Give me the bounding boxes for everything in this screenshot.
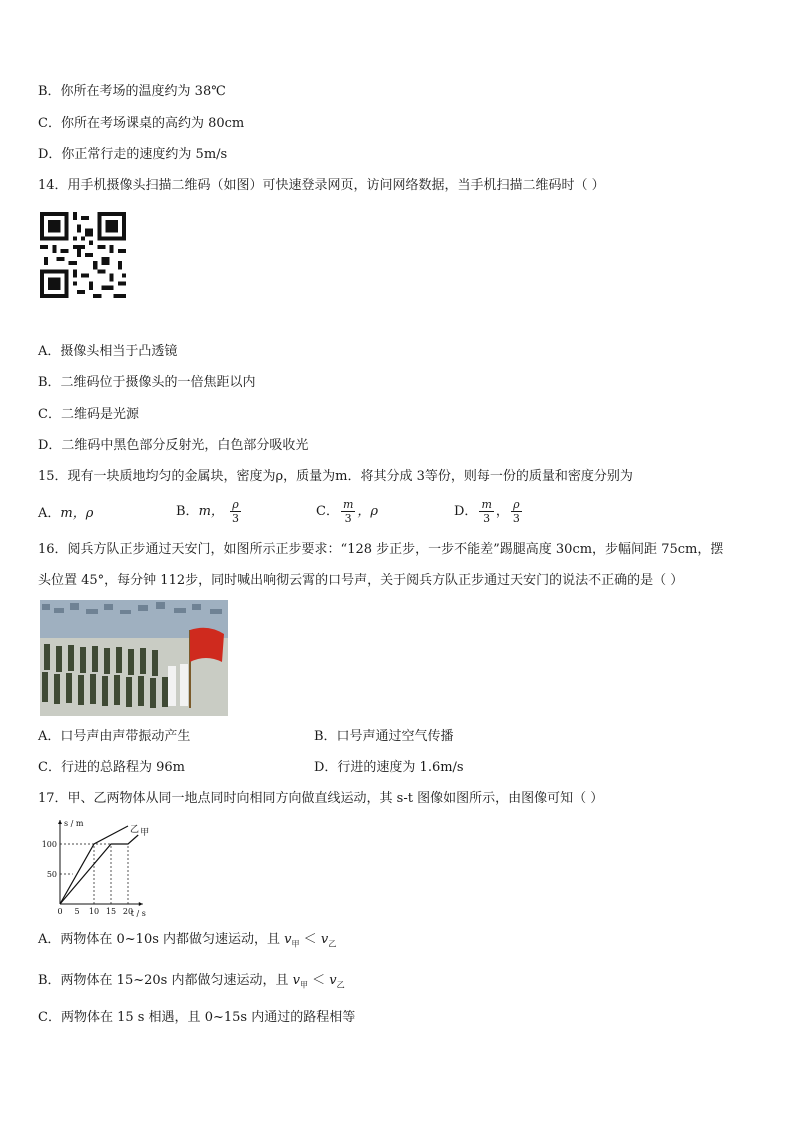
- q14-stem: 14．用手机摄像头扫描二维码（如图）可快速登录网页，访问网络数据，当手机扫描二维码时（ ）: [38, 178, 605, 193]
- q17-stem: 17．甲、乙两物体从同一地点同时向相同方向做直线运动，其 s-t 图像如图所示，由图像可知（ ）: [38, 791, 604, 806]
- x-tick-label: 10: [88, 907, 100, 916]
- fraction-numerator: m: [342, 498, 354, 511]
- y-axis-arrow: [58, 820, 62, 824]
- x-axis-arrow: [139, 902, 143, 906]
- q15-option-a-label: A．: [38, 506, 61, 521]
- q13-option-c: C．你所在考场课桌的高约为 80cm: [38, 116, 245, 131]
- q17-option-b-text: B．两物体在 15~20s 内都做匀速运动，且: [38, 973, 289, 988]
- q17-option-b: [38, 973, 345, 994]
- velocity-symbol: v: [320, 932, 329, 947]
- q15-option-d-fraction-1: [479, 498, 493, 525]
- q16-option-b: B．口号声通过空气传播: [314, 729, 454, 744]
- fraction-denominator: 3: [512, 512, 520, 525]
- q15-option-c: [316, 498, 378, 525]
- parade-photo: [40, 600, 228, 716]
- q15-stem: 15．现有一块质地均匀的金属块，密度为ρ，质量为m．将其分成 3等份，则每一份的质量和密度分别为: [38, 469, 633, 484]
- less-than-sign: ＜: [312, 973, 326, 988]
- st-graph-chart: [38, 816, 164, 918]
- q15-option-b-label: B．: [176, 504, 199, 519]
- q17-option-a: [38, 932, 336, 953]
- y-tick-label: 100: [41, 840, 57, 849]
- fraction-denominator: 3: [232, 512, 240, 525]
- q15-option-d-label: D．: [454, 504, 478, 519]
- fraction-denominator: 3: [483, 512, 491, 525]
- less-than-sign: ＜: [303, 932, 317, 947]
- q14-option-a: A．摄像头相当于凸透镜: [38, 344, 178, 359]
- fraction-numerator: ρ: [230, 498, 241, 512]
- series-label-jia: 甲: [140, 828, 150, 838]
- q16-option-c: C．行进的总路程为 96m: [38, 760, 185, 775]
- fraction-numerator: ρ: [511, 498, 522, 512]
- q15-option-b: [176, 498, 243, 525]
- q14-option-c: C．二维码是光源: [38, 407, 139, 422]
- subscript-yi: 乙: [328, 939, 337, 949]
- q15-option-b-pre: m，: [198, 504, 224, 519]
- y-axis-label: s / m: [64, 819, 84, 828]
- x-axis-label: t / s: [130, 909, 146, 918]
- q17-option-a-text: A．两物体在 0~10s 内都做匀速运动，且: [38, 932, 281, 947]
- x-tick-label: 15: [105, 907, 117, 916]
- qr-code-image: [40, 212, 126, 298]
- series-label-yi: 乙: [130, 825, 140, 835]
- velocity-symbol: v: [329, 973, 337, 988]
- q15-option-a: [38, 506, 93, 522]
- q14-option-b: B．二维码位于摄像头的一倍焦距以内: [38, 375, 256, 390]
- velocity-symbol: v: [292, 973, 300, 988]
- q15-option-c-fraction: [341, 498, 355, 525]
- q13-option-b: B．你所在考场的温度约为 38℃: [38, 84, 226, 99]
- x-tick-label: 0: [57, 907, 63, 916]
- series-line-jia: [60, 835, 138, 904]
- q15-option-c-post: ，ρ: [357, 504, 379, 519]
- fraction-numerator: m: [481, 498, 492, 511]
- y-tick-label: 50: [46, 870, 57, 879]
- subscript-jia: 甲: [291, 939, 300, 949]
- x-tick-label: 20: [122, 907, 134, 916]
- q15-option-b-fraction: [230, 498, 241, 525]
- q15-option-d-sep: ，: [495, 504, 509, 519]
- q16-option-a: A．口号声由声带振动产生: [38, 729, 191, 744]
- q16-stem-line-2: 头位置 45°，每分钟 112步，同时喊出响彻云霄的口号声，关于阅兵方队正步通过天安门的说法不正确的是（ ）: [38, 573, 684, 588]
- q16-stem-line-1: 16．阅兵方队正步通过天安门，如图所示正步要求：“128 步正步，一步不能差”踢腿高度 30cm，步幅间距 75cm，摆: [38, 542, 724, 557]
- q16-option-d: D．行进的速度为 1.6m/s: [314, 760, 464, 775]
- q15-option-d-fraction-2: [511, 498, 522, 525]
- q14-option-d: D．二维码中黑色部分反射光，白色部分吸收光: [38, 438, 309, 453]
- q13-option-d: D．你正常行走的速度约为 5m/s: [38, 147, 228, 162]
- subscript-yi: 乙: [336, 980, 345, 990]
- fraction-denominator: 3: [344, 512, 352, 525]
- subscript-jia: 甲: [299, 980, 308, 990]
- q15-option-d: [454, 498, 524, 525]
- q17-option-c: C．两物体在 15 s 相遇，且 0~15s 内通过的路程相等: [38, 1010, 356, 1025]
- q15-option-c-label: C．: [316, 504, 339, 519]
- q15-option-a-text: m，ρ: [60, 506, 94, 521]
- x-tick-label: 5: [74, 907, 80, 916]
- velocity-symbol: v: [284, 932, 292, 947]
